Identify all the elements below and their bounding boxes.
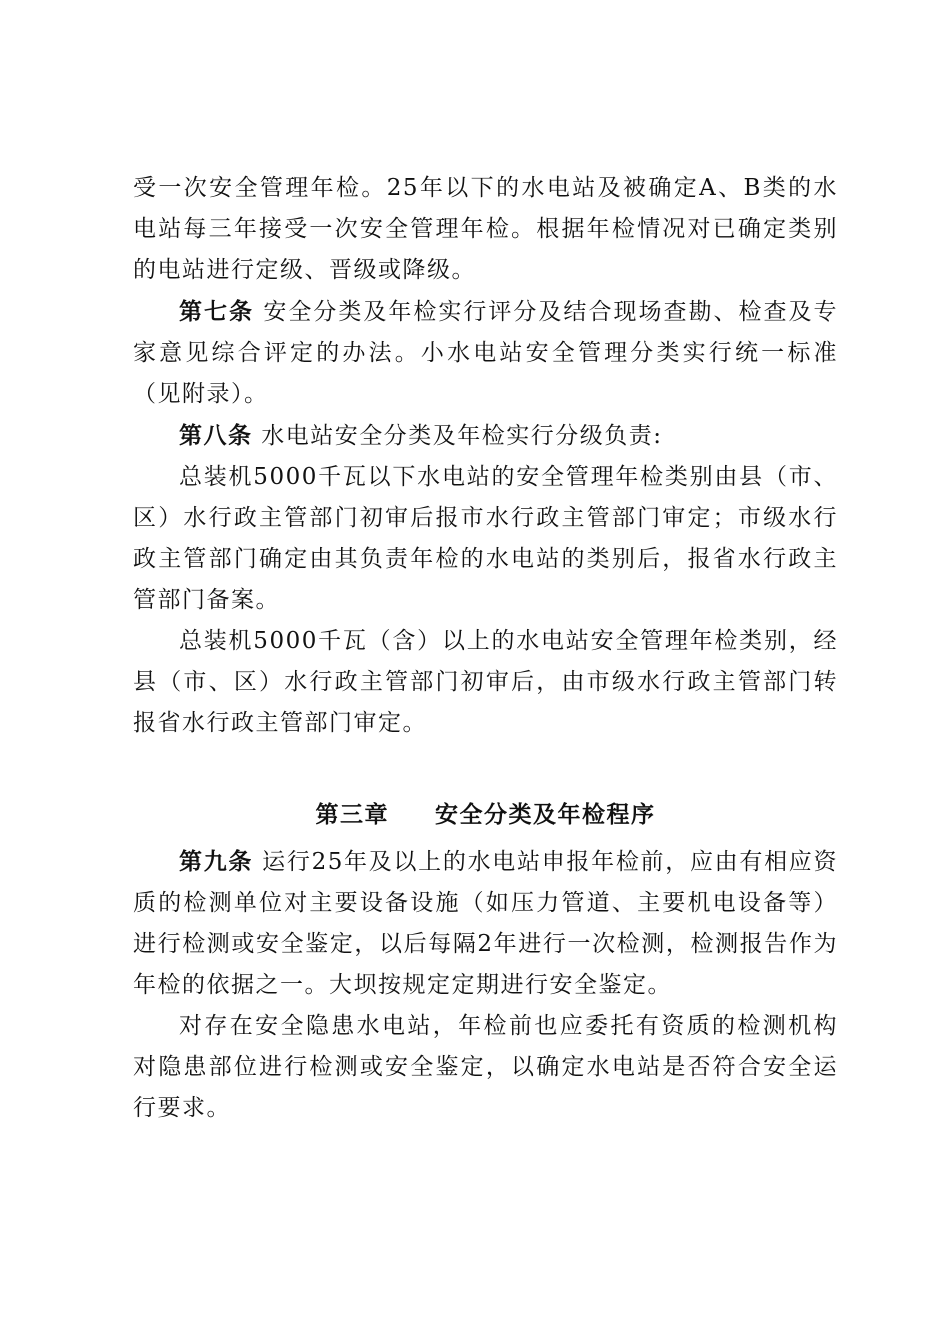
article-label: 第九条 <box>179 848 254 875</box>
chapter-number: 第三章 <box>315 801 389 828</box>
article-label: 第八条 <box>179 422 253 449</box>
article-9 <box>133 841 838 1006</box>
article-text: 安全分类及年检实行评分及结合现场查勘、检查及专家意见综合评定的办法。小水电站安全管理分类实行统一标准（见附录）。 <box>133 299 839 407</box>
paragraph-text: 对存在安全隐患水电站，年检前也应委托有资质的检测机构对隐患部位进行检测或安全鉴定，以确定水电站是否符合安全运行要求。 <box>133 1013 838 1121</box>
article-label: 第七条 <box>179 298 255 325</box>
article-text: 水电站安全分类及年检实行分级负责: <box>252 423 663 449</box>
paragraph-hazard <box>133 1006 838 1129</box>
paragraph-continued <box>133 168 838 291</box>
paragraph-text: 总装机5000千瓦以下水电站的安全管理年检类别由县（市、区）水行政主管部门初审后报市水行政主管部门审定；市级水行政主管部门确定由其负责年检的水电站的类别后，报省水行政主管部门备案。 <box>133 464 838 613</box>
chapter-title: 安全分类及年检程序 <box>435 801 656 828</box>
paragraph-below-5000kw <box>133 457 838 621</box>
paragraph-text: 受一次安全管理年检。25年以下的水电站及被确定A、B类的水电站每三年接受一次安全管理年检。根据年检情况对已确定类别的电站进行定级、晋级或降级。 <box>133 175 838 283</box>
chapter-heading <box>133 794 838 835</box>
article-8 <box>133 415 838 457</box>
paragraph-text: 总装机5000千瓦（含）以上的水电站安全管理年检类别，经县（市、区）水行政主管部门初审后，由市级水行政主管部门转报省水行政主管部门审定。 <box>133 628 838 736</box>
article-text: 运行25年及以上的水电站申报年检前，应由有相应资质的检测单位对主要设备设施（如压力管道、主要机电设备等）进行检测或安全鉴定，以后每隔2年进行一次检测，检测报告作为年检的依据之一。大坝按规定定期进行安全鉴定。 <box>133 849 839 998</box>
paragraph-above-5000kw <box>133 621 838 744</box>
document-body <box>133 168 838 1129</box>
article-7 <box>133 291 838 415</box>
